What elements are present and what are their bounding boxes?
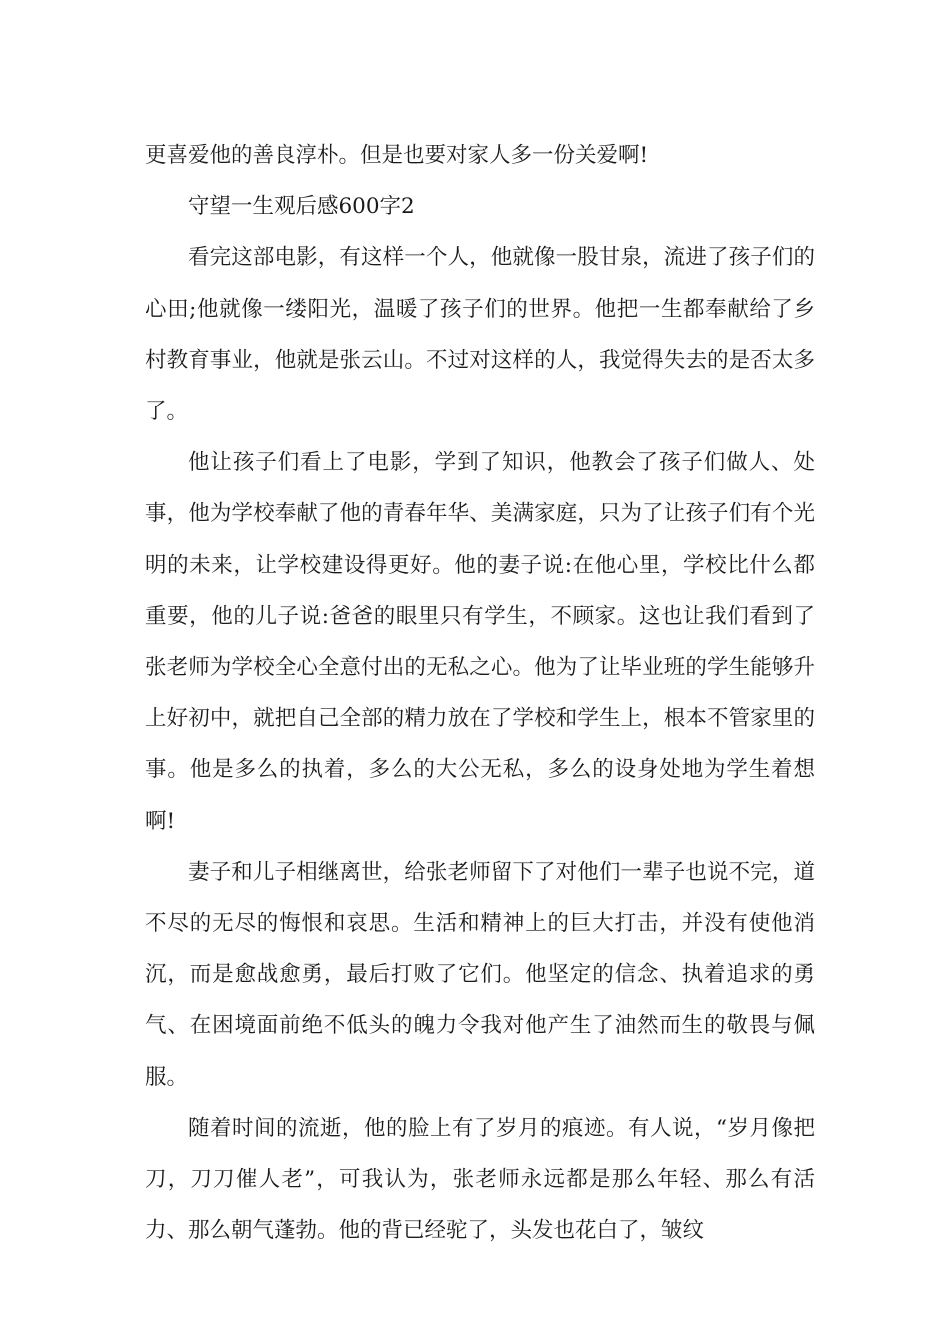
section-heading: 守望一生观后感600字2: [188, 194, 415, 220]
continuation-paragraph: 更喜爱他的善良淳朴。但是也要对家人多一份关爱啊!: [145, 143, 649, 168]
paragraph-1: 看完这部电影，有这样一个人，他就像一股甘泉，流进了孩子们的心田;他就像一缕阳光，温暖了孩子们的世界。他把一生都奉献给了乡村教育事业，他就是张云山。不过对这样的人，我觉得失去的是否太多了。: [145, 245, 815, 425]
paragraph-4: 随着时间的流逝，他的脸上有了岁月的痕迹。有人说，“岁月像把刀，刀刀催人老”，可我认为，张老师永远都是那么年轻、那么有活力、那么朝气蓬勃。他的背已经驼了，头发也花白了，皱纹: [145, 1115, 815, 1244]
paragraph-3: 妻子和儿子相继离世，给张老师留下了对他们一辈子也说不完，道不尽的无尽的悔恨和哀思。生活和精神上的巨大打击，并没有使他消沉，而是愈战愈勇，最后打败了它们。他坚定的信念、执着追求的勇气、在困境面前绝不低头的魄力令我对他产生了油然而生的敬畏与佩服。: [145, 859, 815, 1090]
paragraph-2: 他让孩子们看上了电影，学到了知识，他教会了孩子们做人、处事，他为学校奉献了他的青春年华、美满家庭，只为了让孩子们有个光明的未来，让学校建设得更好。他的妻子说:在他心里，学校比什么都重要，他的儿子说:爸爸的眼里只有学生，不顾家。这也让我们看到了张老师为学校全心全意付出的无私之心。他为了让毕业班的学生能够升上好初中，就把自己全部的精力放在了学校和学生上，根本不管家里的事。他是多么的执着，多么的大公无私，多么的设身处地为学生着想啊!: [145, 450, 815, 834]
document-body: [145, 130, 815, 1256]
